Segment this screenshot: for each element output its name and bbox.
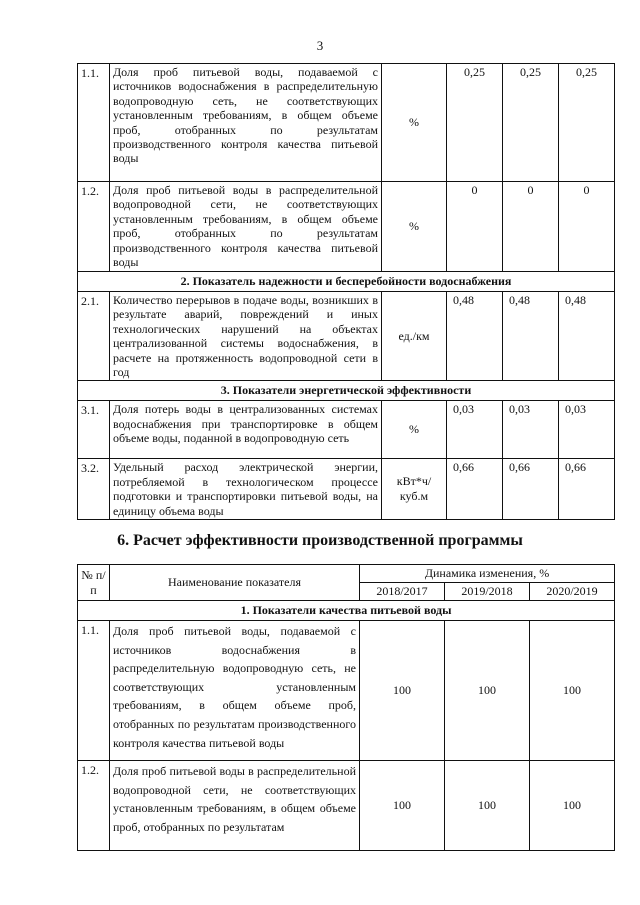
table-row [78, 292, 615, 381]
row-number: 3.1. [78, 401, 110, 459]
table-row [78, 64, 615, 182]
table-row [78, 182, 615, 272]
section-heading: 2. Показатель надежности и бесперебойности водоснабжения [78, 272, 615, 292]
column-header-year: 2020/2019 [530, 583, 615, 601]
indicator-value: 0,03 [503, 401, 559, 459]
indicator-description: Доля проб питьевой воды, подаваемой с источников водоснабжения в распределительную водопроводную сеть, не соответствующих установленным требованиям, в общем объеме проб, отобранных по результатам производственного контроля качества питьевой воды [110, 621, 360, 761]
indicators-table [77, 63, 615, 520]
indicator-value: 0,48 [559, 292, 615, 381]
indicator-value: 0,66 [447, 459, 503, 520]
dynamics-value: 100 [360, 621, 445, 761]
row-number: 1.1. [78, 64, 110, 182]
row-number: 2.1. [78, 292, 110, 381]
section-heading: 1. Показатели качества питьевой воды [78, 601, 615, 621]
indicator-description: Доля проб питьевой воды в распределительной водопроводной сети, не соответствующих установленным требованиям, в общем объеме проб, отобранных по результатам [110, 761, 360, 851]
table-row [78, 401, 615, 459]
indicator-unit: % [382, 401, 447, 459]
indicator-description: Доля потерь воды в централизованных системах водоснабжения при транспортировке в общем объеме воды, поданной в водопроводную сеть [110, 401, 382, 459]
indicator-unit: % [382, 64, 447, 182]
page-number: 3 [316, 38, 324, 53]
row-number: 1.1. [78, 621, 110, 761]
indicator-description: Доля проб питьевой воды, подаваемой с источников водоснабжения в распределительную водопроводную сеть, не соответствующих установленным требованиям, в общем объеме проб, отобранных по результатам производственного контроля качества питьевой воды [110, 64, 382, 182]
table-header-row [78, 565, 615, 583]
dynamics-value: 100 [445, 621, 530, 761]
indicator-value: 0,25 [447, 64, 503, 182]
indicator-description: Удельный расход электрической энергии, потребляемой в технологическом процессе подготовки и транспортировки питьевой воды, на единицу объема воды [110, 459, 382, 520]
indicator-unit: % [382, 182, 447, 272]
table-row [78, 761, 615, 851]
indicator-value: 0,25 [559, 64, 615, 182]
section-heading: 3. Показатели энергетической эффективности [78, 381, 615, 401]
column-header-number: № п/п [78, 565, 110, 601]
dynamics-value: 100 [360, 761, 445, 851]
indicator-unit: ед./км [382, 292, 447, 381]
indicator-description: Доля проб питьевой воды в распределительной водопроводной сети, не соответствующих установленным требованиям, в общем объеме проб, отобранных по результатам производственного контроля качества питьевой воды [110, 182, 382, 272]
section-header-row [78, 601, 615, 621]
efficiency-table [77, 564, 615, 851]
indicator-value: 0,25 [503, 64, 559, 182]
indicator-value: 0,03 [559, 401, 615, 459]
column-header-dynamics: Динамика изменения, % [360, 565, 615, 583]
row-number: 1.2. [78, 761, 110, 851]
indicator-value: 0 [503, 182, 559, 272]
indicator-description: Количество перерывов в подаче воды, возникших в результате аварий, повреждений и иных технологических нарушений на объектах централизованной системы водоснабжения, в расчете на протяженность водопроводной сети в год [110, 292, 382, 381]
indicator-value: 0,48 [447, 292, 503, 381]
dynamics-value: 100 [445, 761, 530, 851]
dynamics-value: 100 [530, 621, 615, 761]
row-number: 3.2. [78, 459, 110, 520]
column-header-year: 2019/2018 [445, 583, 530, 601]
dynamics-value: 100 [530, 761, 615, 851]
indicator-value: 0,03 [447, 401, 503, 459]
indicator-value: 0,66 [559, 459, 615, 520]
section-header-row [78, 272, 615, 292]
table-row [78, 459, 615, 520]
row-number: 1.2. [78, 182, 110, 272]
indicator-value: 0 [447, 182, 503, 272]
section-header-row [78, 381, 615, 401]
column-header-name: Наименование показателя [110, 565, 360, 601]
indicator-value: 0,66 [503, 459, 559, 520]
indicator-value: 0,48 [503, 292, 559, 381]
indicator-value: 0 [559, 182, 615, 272]
indicator-unit: кВт*ч/ куб.м [382, 459, 447, 520]
table-row [78, 621, 615, 761]
section-title: 6. Расчет эффективности производственной программы [117, 532, 523, 549]
column-header-year: 2018/2017 [360, 583, 445, 601]
